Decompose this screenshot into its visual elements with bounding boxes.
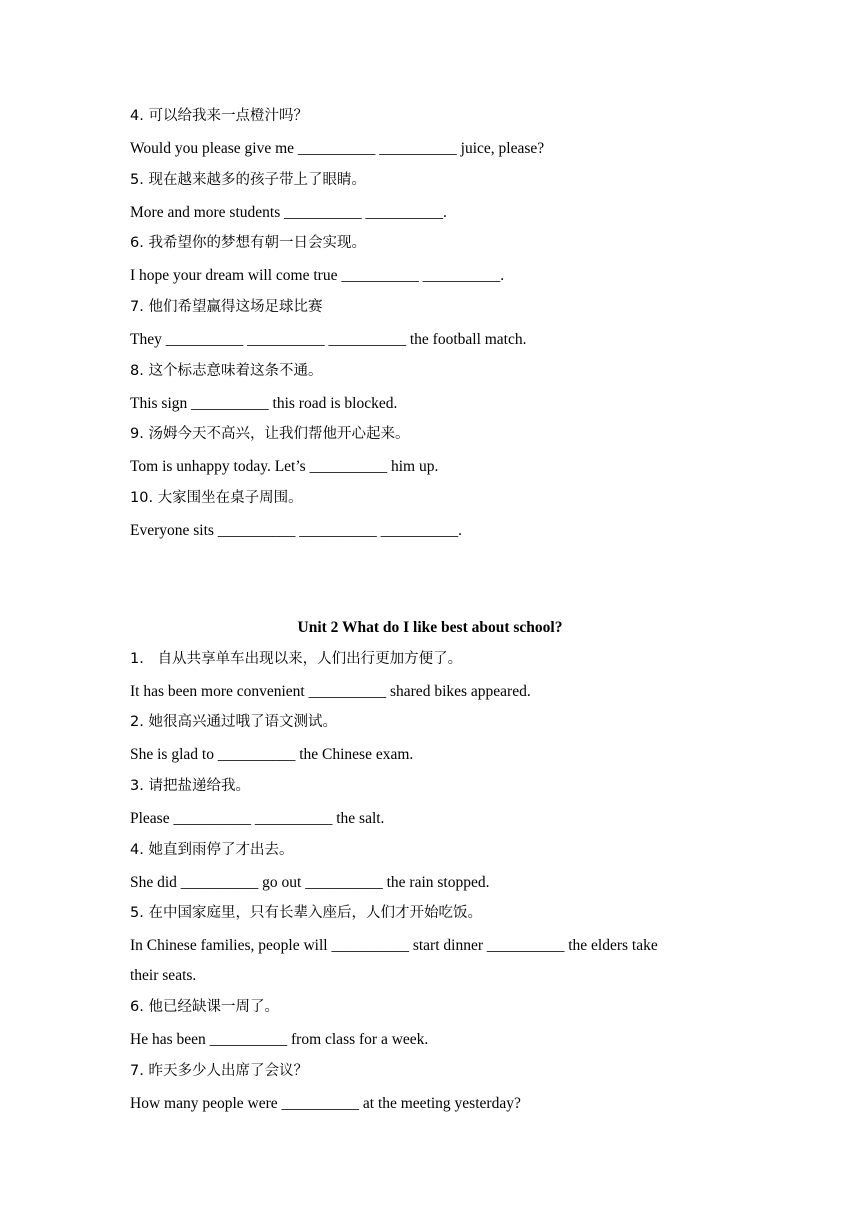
question-7-english: They __________ __________ __________ the football match. [130,331,527,348]
question-6-english: I hope your dream will come true __________ __________. [130,267,505,284]
unit2-question-5-english-continued: their seats. [130,967,197,984]
unit2-question-2-english: She is glad to __________ the Chinese exam. [130,746,414,763]
unit2-question-2-chinese: 2. 她很高兴通过哦了语文测试。 [130,714,337,730]
question-5-chinese: 5. 现在越来越多的孩子带上了眼睛。 [130,172,366,188]
question-7-chinese: 7. 他们希望赢得这场足球比赛 [130,299,323,315]
question-8-english: This sign __________ this road is blocked. [130,395,398,412]
unit2-question-1-chinese: 1. 自从共享单车出现以来，人们出行更加方便了。 [130,651,463,667]
question-4-chinese: 4. 可以给我来一点橙汁吗？ [130,108,308,124]
unit2-question-6-chinese: 6. 他已经缺课一周了。 [130,999,279,1015]
unit2-question-6-english: He has been __________ from class for a week. [130,1031,429,1048]
question-10-chinese: 10. 大家围坐在桌子周围。 [130,490,303,506]
unit2-question-5-english: In Chinese families, people will __________ start dinner __________ the elders take [130,937,658,954]
unit2-question-3-chinese: 3. 请把盐递给我。 [130,778,250,794]
unit2-question-7-chinese: 7. 昨天多少人出席了会议？ [130,1063,308,1079]
question-9-english: Tom is unhappy today. Let’s __________ him up. [130,458,439,475]
unit2-question-5-chinese: 5. 在中国家庭里，只有长辈入座后，人们才开始吃饭。 [130,905,482,921]
question-5-english: More and more students __________ __________. [130,204,447,221]
question-6-chinese: 6. 我希望你的梦想有朝一日会实现。 [130,235,366,251]
question-10-english: Everyone sits __________ __________ __________. [130,522,462,539]
unit-title: Unit 2 What do I like best about school? [297,619,563,636]
question-9-chinese: 9. 汤姆今天不高兴，让我们帮他开心起来。 [130,426,410,442]
question-4-english: Would you please give me __________ __________ juice, please? [130,140,545,157]
unit2-question-1-english: It has been more convenient __________ shared bikes appeared. [130,683,531,700]
question-8-chinese: 8. 这个标志意味着这条不通。 [130,363,323,379]
unit2-question-4-english: She did __________ go out __________ the rain stopped. [130,874,490,891]
unit2-question-3-english: Please __________ __________ the salt. [130,810,385,827]
unit2-question-4-chinese: 4. 她直到雨停了才出去。 [130,842,294,858]
unit2-question-7-english: How many people were __________ at the meeting yesterday? [130,1095,521,1112]
